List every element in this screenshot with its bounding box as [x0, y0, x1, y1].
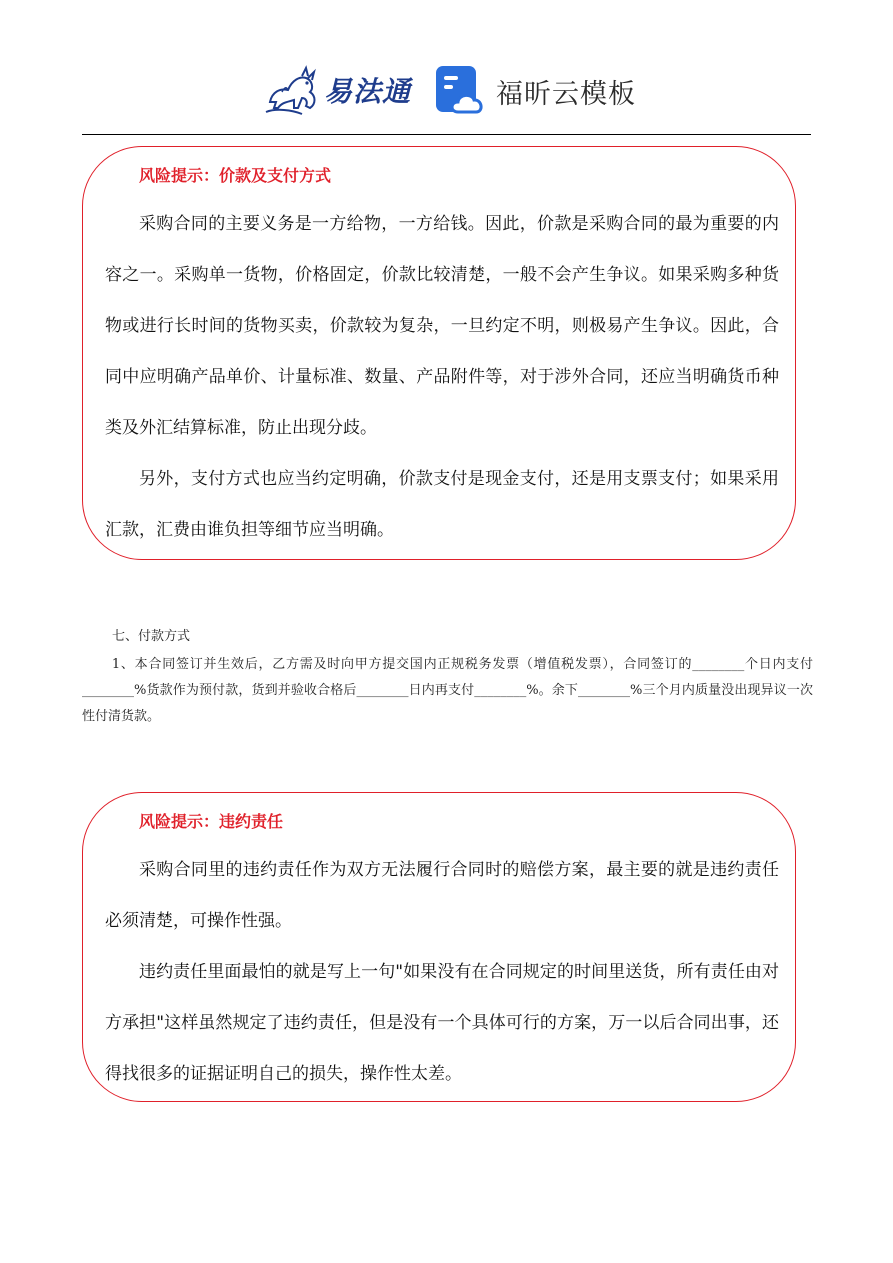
- clause-heading: 七、付款方式: [112, 629, 191, 644]
- risk-paragraph: 采购合同里的违约责任作为双方无法履行合同时的赔偿方案，最主要的就是违约责任必须清楚，可操作性强。: [105, 860, 779, 931]
- risk-paragraph: 违约责任里面最怕的就是写上一句"如果没有在合同规定的时间里送货，所有责任由对方承担"这样虽然规定了违约责任，但是没有一个具体可行的方案，万一以后合同出事，还得找很多的证据证明自己的损失，操作性太差。: [105, 962, 779, 1084]
- fuxin-template-logo-text: 福昕云模板: [496, 78, 636, 110]
- header-divider: [82, 134, 811, 135]
- page-header: [0, 0, 893, 136]
- clause-payment-method: [82, 626, 813, 730]
- yifatong-logo-text: 易法通: [324, 75, 412, 108]
- risk-box-body: [105, 199, 779, 556]
- yifatong-logo: [262, 62, 411, 118]
- cloud-document-icon: [436, 66, 486, 116]
- risk-box-title: 风险提示：价款及支付方式: [139, 166, 332, 185]
- qilin-beast-icon: [262, 62, 320, 118]
- fuxin-template-logo: [436, 66, 636, 116]
- clause-body: 1、本合同签订并生效后，乙方需及时向甲方提交国内正规税务发票（增值税发票），合同签订的________个日内支付________%货款作为预付款，货到并验收合格后________日内再支付________%。余下________%三个月内质量没出现异议一次性付清货款。: [82, 657, 813, 724]
- risk-box-body: [105, 845, 779, 1100]
- risk-box-breach-liability: [82, 792, 796, 1102]
- risk-box-title: 风险提示：违约责任: [139, 812, 284, 831]
- risk-paragraph: 采购合同的主要义务是一方给物，一方给钱。因此，价款是采购合同的最为重要的内容之一。采购单一货物，价格固定，价款比较清楚，一般不会产生争议。如果采购多种货物或进行长时间的货物买卖，价款较为复杂，一旦约定不明，则极易产生争议。因此，合同中应明确产品单价、计量标准、数量、产品附件等，对于涉外合同，还应当明确货币种类及外汇结算标准，防止出现分歧。: [105, 214, 779, 438]
- risk-paragraph: 另外，支付方式也应当约定明确，价款支付是现金支付，还是用支票支付；如果采用汇款，汇费由谁负担等细节应当明确。: [105, 469, 779, 540]
- risk-box-price-payment: [82, 146, 796, 560]
